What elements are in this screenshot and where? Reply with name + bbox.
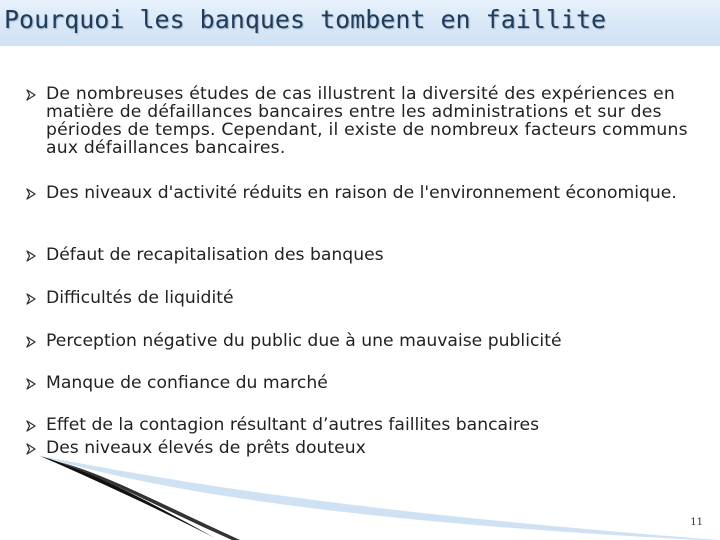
bullet-text: Perception négative du public due à une mauvaise publicité [46, 331, 562, 351]
arrowhead-bullet-icon [26, 89, 36, 101]
arrowhead-bullet-icon [26, 336, 36, 348]
bullet-text: Défaut de recapitalisation des banques [46, 245, 384, 265]
list-item [26, 374, 702, 392]
bullet-text: Effet de la contagion résultant d’autres faillites bancaires [46, 415, 540, 435]
arrowhead-bullet-icon [26, 420, 36, 432]
slide-title: Pourquoi les banques tombent en faillite [4, 5, 607, 34]
bullet-text: De nombreuses études de cas illustrent la diversité des expériences en matière de défaillances bancaires entre les administrations et sur des périodes de temps. Cependant, il existe de nombreux facteurs communs aux défaillances bancaires. [46, 84, 688, 158]
arrowhead-bullet-icon [26, 250, 36, 262]
list-item [26, 246, 702, 264]
list-item [26, 85, 702, 157]
list-item [26, 289, 702, 307]
bullet-text: Difficultés de liquidité [46, 288, 234, 308]
arrowhead-bullet-icon [26, 188, 36, 200]
page-number: 11 [690, 517, 703, 528]
arrowhead-bullet-icon [26, 293, 36, 305]
list-item [26, 332, 702, 350]
list-item [26, 184, 702, 202]
bullet-text: Des niveaux d'activité réduits en raison de l'environnement économique. [46, 183, 677, 203]
bullet-text: Manque de confiance du marché [46, 373, 328, 393]
arrowhead-bullet-icon [26, 378, 36, 390]
decorative-swoosh [0, 440, 720, 540]
list-item [26, 416, 702, 434]
bullet-text: Des niveaux élevés de prêts douteux [46, 438, 366, 458]
